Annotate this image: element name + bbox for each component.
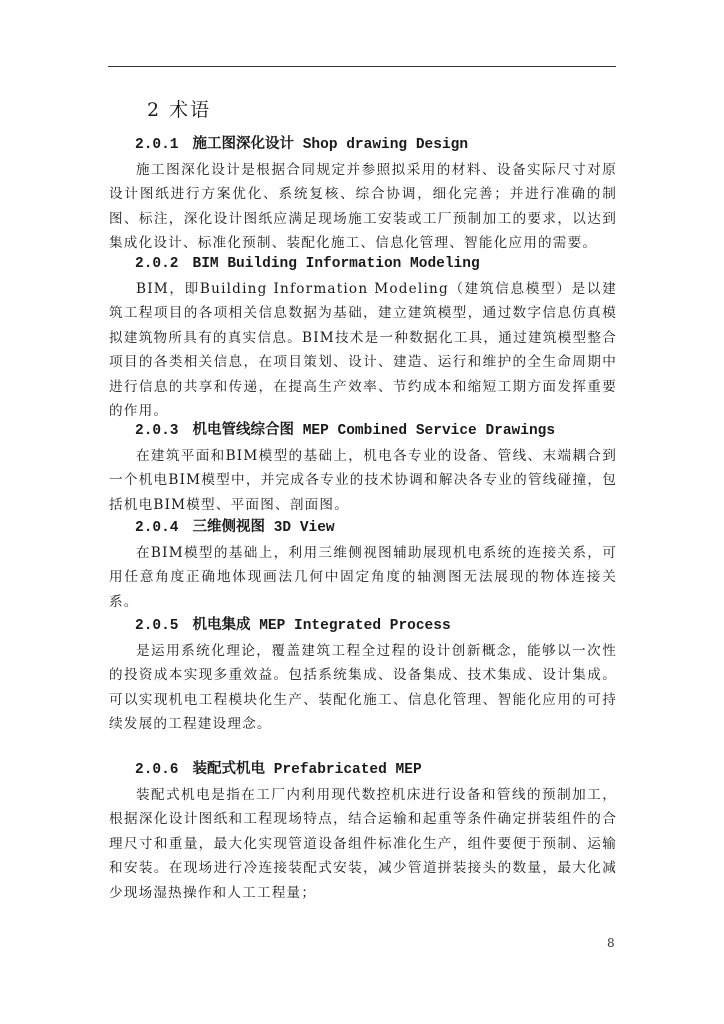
term-number: 2.0.4	[135, 520, 179, 536]
header-rule	[108, 66, 616, 67]
term-number: 2.0.5	[135, 618, 179, 634]
term-definition: 装配式机电是指在工厂内利用现代数控机床进行设备和管线的预制加工，根据深化设计图纸和工程现场特点，结合运输和起重等条件确定拼装组件的合理尺寸和重量，最大化实现管道设备组件标准化生产，组件要便于预制、运输和安装。在现场进行冷连接装配式安装，减少管道拼装接头的数量，最大化减少现场湿热操作和人工工程量；	[109, 787, 617, 901]
term-definition: 在建筑平面和BIM模型的基础上，机电各专业的设备、管线、末端耦合到一个机电BIM模型中，并完成各专业的技术协调和解决各专业的管线碰撞，包括机电BIM模型、平面图、剖面图。	[109, 448, 617, 513]
term-heading	[135, 757, 617, 783]
term-heading	[135, 613, 617, 639]
term-heading	[135, 418, 617, 444]
term-title: 三维侧视图 3D View	[192, 520, 335, 536]
term-title: 机电集成 MEP Integrated Process	[192, 618, 451, 634]
page-number: 8	[607, 936, 615, 950]
term-definition: 在BIM模型的基础上，利用三维侧视图辅助展现机电系统的连接关系，可用任意角度正确地体现画法几何中固定角度的轴测图无法展现的物体连接关系。	[109, 545, 617, 610]
term-title: 机电管线综合图 MEP Combined Service Drawings	[192, 423, 556, 439]
term-definition: 施工图深化设计是根据合同规定并参照拟采用的材料、设备实际尺寸对原设计图纸进行方案优化、系统复核、综合协调，细化完善；并进行准确的制图、标注，深化设计图纸应满足现场施工安装或工厂预制加工的要求，以达到集成化设计、标准化预制、装配化施工、信息化管理、智能化应用的需要。	[109, 162, 617, 252]
term-heading	[135, 515, 617, 541]
term-heading	[135, 251, 617, 277]
term-number: 2.0.3	[135, 423, 179, 439]
term-section-2-0-4	[109, 515, 617, 614]
term-section-2-0-2	[109, 251, 617, 423]
term-section-2-0-5	[109, 613, 617, 737]
term-title: BIM Building Information Modeling	[192, 256, 480, 272]
term-definition: BIM，即Building Information Modeling（建筑信息模型）是以建筑工程项目的各项相关信息数据为基础，建立建筑模型，通过数字信息仿真模拟建筑物所具有的真实信息。BIM技术是一种数据化工具，通过建筑模型整合项目的各类相关信息，在项目策划、设计、建造、运行和维护的全生命周期中进行信息的共享和传递，在提高生产效率、节约成本和缩短工期方面发挥重要的作用。	[109, 281, 617, 420]
term-number: 2.0.2	[135, 256, 179, 272]
term-section-2-0-3	[109, 418, 617, 517]
term-number: 2.0.6	[135, 762, 179, 778]
chapter-title: 2 术语	[147, 99, 212, 121]
term-number: 2.0.1	[135, 137, 179, 153]
term-section-2-0-6	[109, 757, 617, 905]
term-title: 施工图深化设计 Shop drawing Design	[192, 137, 469, 153]
term-section-2-0-1	[109, 132, 617, 256]
term-definition: 是运用系统化理论，覆盖建筑工程全过程的设计创新概念，能够以一次性的投资成本实现多重效益。包括系统集成、设备集成、技术集成、设计集成。可以实现机电工程模块化生产、装配化施工、信息化管理、智能化应用的可持续发展的工程建设理念。	[109, 643, 617, 733]
term-heading	[135, 132, 617, 158]
term-title: 装配式机电 Prefabricated MEP	[192, 762, 422, 778]
